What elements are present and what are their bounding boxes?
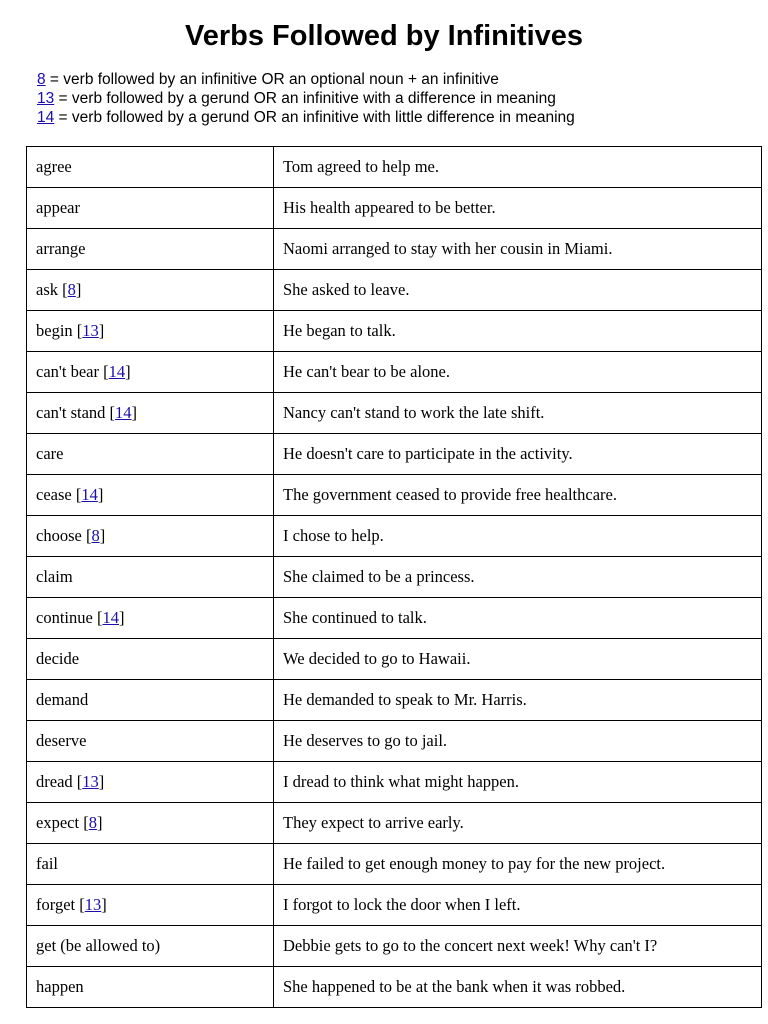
- table-row: [27, 475, 762, 516]
- legend-link[interactable]: 8: [37, 71, 46, 88]
- example-cell: We decided to go to Hawaii.: [274, 639, 762, 680]
- example-cell: The government ceased to provide free healthcare.: [274, 475, 762, 516]
- verb-text: cease: [36, 485, 72, 504]
- legend-item: [37, 108, 575, 127]
- legend-item: [37, 89, 575, 108]
- table-row: [27, 270, 762, 311]
- reference-link[interactable]: 14: [108, 362, 126, 381]
- verb-cell: [27, 967, 274, 1008]
- verb-cell: dread [13]: [27, 762, 274, 803]
- verb-text: get (be allowed to): [36, 936, 161, 955]
- table-row: [27, 352, 762, 393]
- example-cell: His health appeared to be better.: [274, 188, 762, 229]
- legend-text: = verb followed by a gerund OR an infinitive with a difference in meaning: [54, 90, 556, 107]
- verb-cell: [27, 557, 274, 598]
- verb-text: appear: [36, 198, 80, 217]
- example-cell: He demanded to speak to Mr. Harris.: [274, 680, 762, 721]
- verb-text: forget: [36, 895, 76, 914]
- verbs-table: [26, 146, 762, 1008]
- verb-cell: [27, 721, 274, 762]
- legend-text: = verb followed by an infinitive OR an optional noun + an infinitive: [45, 71, 499, 88]
- table-row: [27, 434, 762, 475]
- table-row: [27, 721, 762, 762]
- legend-item: [37, 70, 575, 89]
- verb-text: can't stand: [36, 403, 106, 422]
- table-row: [27, 188, 762, 229]
- table-row: [27, 844, 762, 885]
- verb-text: fail: [36, 854, 58, 873]
- legend-text: = verb followed by a gerund OR an infinitive with little difference in meaning: [54, 109, 575, 126]
- example-cell: Nancy can't stand to work the late shift.: [274, 393, 762, 434]
- verb-text: agree: [36, 157, 72, 176]
- example-cell: He failed to get enough money to pay for the new project.: [274, 844, 762, 885]
- table-row: [27, 680, 762, 721]
- verb-text: ask: [36, 280, 58, 299]
- verb-text: dread: [36, 772, 73, 791]
- example-cell: They expect to arrive early.: [274, 803, 762, 844]
- verb-cell: begin [13]: [27, 311, 274, 352]
- example-cell: She asked to leave.: [274, 270, 762, 311]
- example-cell: I forgot to lock the door when I left.: [274, 885, 762, 926]
- verb-cell: [27, 229, 274, 270]
- example-cell: Naomi arranged to stay with her cousin in Miami.: [274, 229, 762, 270]
- verbs-table-body: [27, 147, 762, 1008]
- example-cell: He deserves to go to jail.: [274, 721, 762, 762]
- example-cell: She continued to talk.: [274, 598, 762, 639]
- verb-text: arrange: [36, 239, 86, 258]
- verb-cell: forget [13]: [27, 885, 274, 926]
- reference-link[interactable]: 13: [82, 772, 99, 791]
- table-row: [27, 762, 762, 803]
- reference-link[interactable]: 8: [67, 280, 76, 299]
- verb-cell: continue [14]: [27, 598, 274, 639]
- table-row: [27, 926, 762, 967]
- verb-cell: [27, 844, 274, 885]
- legend: [37, 70, 575, 127]
- verb-cell: [27, 434, 274, 475]
- verb-text: happen: [36, 977, 84, 996]
- verb-cell: cease [14]: [27, 475, 274, 516]
- verb-text: claim: [36, 567, 73, 586]
- table-row: [27, 393, 762, 434]
- verb-cell: can't bear [14]: [27, 352, 274, 393]
- example-cell: She claimed to be a princess.: [274, 557, 762, 598]
- verb-text: decide: [36, 649, 80, 668]
- reference-link[interactable]: 14: [102, 608, 119, 627]
- verb-text: choose: [36, 526, 82, 545]
- table-row: [27, 311, 762, 352]
- page-title: Verbs Followed by Infinitives: [184, 20, 584, 52]
- legend-link[interactable]: 13: [37, 90, 55, 107]
- verb-cell: choose [8]: [27, 516, 274, 557]
- verb-text: begin: [36, 321, 73, 340]
- table-row: [27, 229, 762, 270]
- example-cell: Debbie gets to go to the concert next week! Why can't I?: [274, 926, 762, 967]
- table-row: [27, 557, 762, 598]
- reference-link[interactable]: 14: [115, 403, 132, 422]
- reference-link[interactable]: 14: [81, 485, 98, 504]
- example-cell: He began to talk.: [274, 311, 762, 352]
- verb-cell: [27, 926, 274, 967]
- verb-text: deserve: [36, 731, 87, 750]
- verb-text: can't bear: [36, 362, 99, 381]
- verb-cell: [27, 188, 274, 229]
- verb-text: expect: [36, 813, 80, 832]
- table-row: [27, 967, 762, 1008]
- verb-cell: [27, 680, 274, 721]
- verb-cell: expect [8]: [27, 803, 274, 844]
- reference-link[interactable]: 13: [82, 321, 99, 340]
- example-cell: He can't bear to be alone.: [274, 352, 762, 393]
- verb-text: continue: [36, 608, 93, 627]
- verb-cell: [27, 639, 274, 680]
- legend-link[interactable]: 14: [37, 109, 55, 126]
- example-cell: I chose to help.: [274, 516, 762, 557]
- example-cell: I dread to think what might happen.: [274, 762, 762, 803]
- table-row: [27, 598, 762, 639]
- verb-cell: can't stand [14]: [27, 393, 274, 434]
- reference-link[interactable]: 8: [88, 813, 97, 832]
- example-cell: She happened to be at the bank when it was robbed.: [274, 967, 762, 1008]
- table-row: [27, 516, 762, 557]
- verb-text: demand: [36, 690, 89, 709]
- table-row: [27, 639, 762, 680]
- reference-link[interactable]: 8: [91, 526, 100, 545]
- table-row: [27, 885, 762, 926]
- verb-cell: ask [8]: [27, 270, 274, 311]
- example-cell: Tom agreed to help me.: [274, 147, 762, 188]
- verb-cell: [27, 147, 274, 188]
- verb-text: care: [36, 444, 64, 463]
- table-row: [27, 803, 762, 844]
- reference-link[interactable]: 13: [84, 895, 102, 914]
- example-cell: He doesn't care to participate in the activity.: [274, 434, 762, 475]
- table-row: [27, 147, 762, 188]
